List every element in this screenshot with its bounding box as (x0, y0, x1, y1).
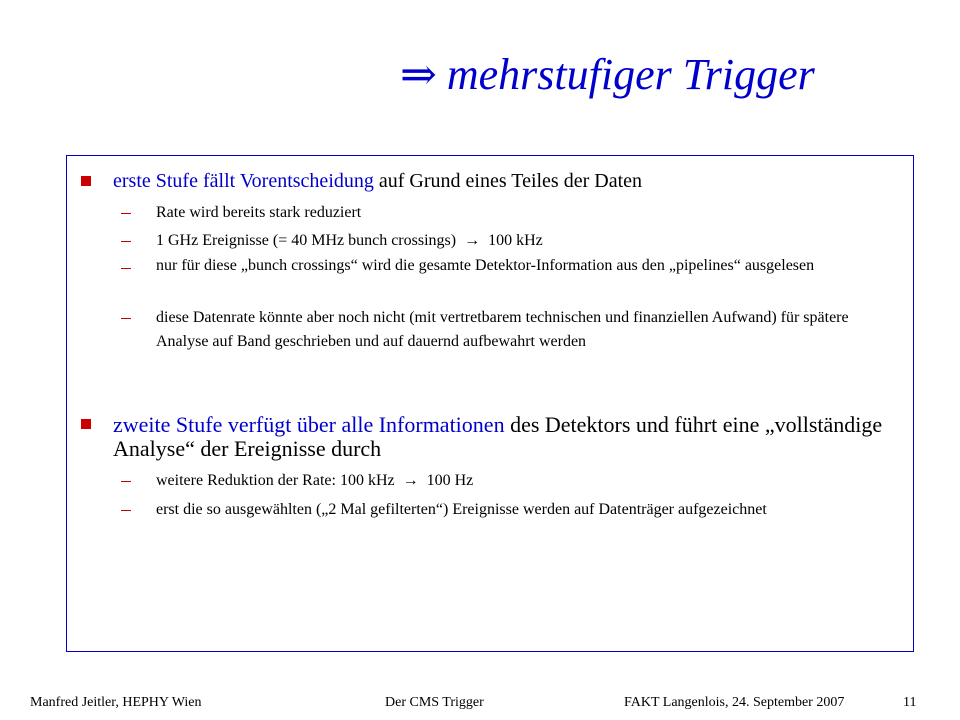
implies-arrow-icon: ⇒ (400, 50, 437, 99)
bullet-highlight: erste Stufe fällt Vorentscheidung (113, 170, 374, 192)
subitem-rate (156, 469, 896, 493)
right-arrow-icon: → (402, 472, 419, 489)
dash-icon (121, 318, 131, 319)
subitem: erst die so ausgewählten („2 Mal gefilterten“) Ereignisse werden auf Datenträger aufgezeichnet (156, 501, 767, 518)
footer-event: FAKT Langenlois, 24. September 2007 (624, 695, 845, 710)
bullet-second-stage (113, 413, 903, 461)
subitem: Rate wird bereits stark reduziert (156, 204, 362, 221)
dash-icon (121, 481, 131, 482)
bullet-first-stage (113, 170, 903, 192)
square-bullet-icon (81, 419, 91, 429)
footer-topic: Der CMS Trigger (385, 695, 484, 710)
square-bullet-icon (81, 176, 91, 186)
bullet-text: auf Grund eines Teiles der Daten (373, 170, 643, 192)
rate-to: 100 Hz (426, 472, 474, 489)
right-arrow-icon: → (464, 232, 481, 249)
footer-author: Manfred Jeitler, HEPHY Wien (30, 695, 202, 710)
dash-icon (121, 213, 131, 214)
rate-to: 100 kHz (488, 232, 543, 249)
slide-title-text: mehrstufiger Trigger (446, 50, 815, 99)
dash-icon (121, 268, 131, 269)
subitem: diese Datenrate könnte aber noch nicht (mit vertretbarem technischen und finanziellen Aufwand) für spätere Analyse auf Band geschrieben und auf dauernd aufbewahrt werden (156, 309, 849, 350)
rate-from: 1 GHz Ereignisse (= 40 MHz bunch crossings) (156, 232, 457, 249)
slide-title (400, 40, 940, 110)
subitem: nur für diese „bunch crossings“ wird die gesamte Detektor-Information aus den „pipelines“ ausgelesen (156, 257, 815, 274)
page-number: 11 (903, 695, 917, 710)
dash-icon (121, 510, 131, 511)
dash-icon (121, 241, 131, 242)
bullet-highlight: zweite Stufe verfügt über alle Informationen (113, 412, 505, 437)
rate-from: weitere Reduktion der Rate: 100 kHz (156, 472, 395, 489)
bullet-text: des Detektors und führt eine „vollständige Analyse“ der Ereignisse durch (113, 412, 883, 461)
subitem-rate (156, 229, 896, 253)
